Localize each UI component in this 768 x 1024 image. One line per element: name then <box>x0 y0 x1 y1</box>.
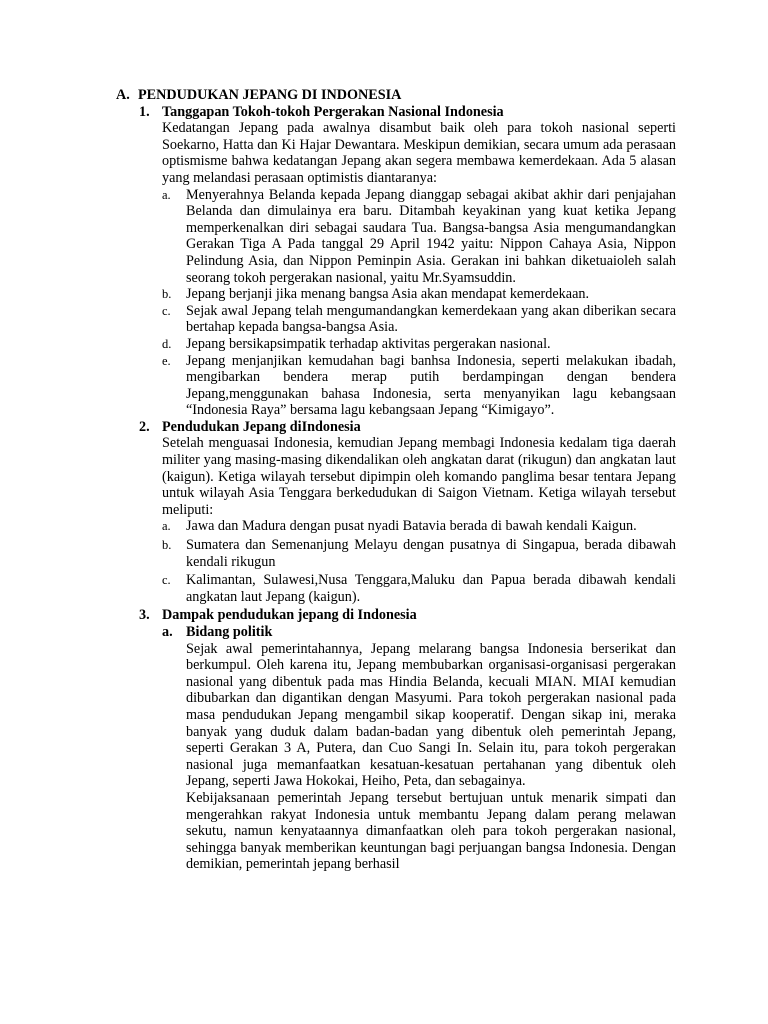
section-3 <box>116 607 676 873</box>
list-item <box>162 187 676 287</box>
paragraph: Kebijaksanaan pemerintah Jepang tersebut bertujuan untuk menarik simpati dan mengerahkan rakyat Indonesia untuk membantu Jepang dalam perang melawan sekutu, namun kenyataannya dimanfaatkan oleh para tokoh pergerakan nasional, sehingga banyak memberikan keuntungan bagi perjuangan bangsa Indonesia. Dengan demikian, pemerintah jepang berhasil <box>186 789 676 873</box>
list-text: Kalimantan, Sulawesi,Nusa Tenggara,Maluku dan Papua berada dibawah kendali angkatan laut Jepang (kaigun). <box>186 572 676 605</box>
list-letter: c. <box>162 573 171 588</box>
list-item <box>162 572 676 605</box>
chapter-label: A. <box>116 87 130 103</box>
subsection-title: Bidang politik <box>186 624 273 640</box>
list-item <box>162 336 676 353</box>
paragraph: Sejak awal pemerintahannya, Jepang melarang bangsa Indonesia berserikat dan berkumpul. Oleh karena itu, Jepang membubarkan organisasi-organisasi pergerakan nasional yang dibentuk pada mas Hindia Belanda, kecuali MIAN. MIAI kemudian dibubarkan dan digantikan dengan Masyumi. Para tokoh pergerakan nasional pada masa pendudukan Jepang mengambil sikap kooperatif. Dengan sikap ini, meraka banyak yang duduk dalam badan-badan yang dibentuk oleh pemerintah Jepang, seperti Gerakan 3 A, Putera, dan Cuo Sangi In. Selain itu, para tokoh pergerakan nasional juga memanfaatkan kesatuan-kesatuan pertahanan yang dibentuk oleh Jepang, seperti Jawa Hokokai, Heiho, Peta, dan sebagainya. <box>186 640 676 790</box>
list-item <box>162 303 676 336</box>
list-text: Menyerahnya Belanda kepada Jepang dianggap sebagai akibat akhir dari penjajahan Belanda dan dimulainya era baru. Ditambah keyakinan yang kuat ketika Jepang memperkenalkan diri sebagai saudara Tua. Bangsa-bangsa Asia mengumandangkan Gerakan Tiga A Pada tanggal 29 April 1942 yaitu: Nippon Cahaya Asia, Nippon Pelindung Asia, dan Nippon Peminpin Asia. Gerakan ini bahkan diketuaioleh salah seorang tokoh pergerakan nasional, yaitu Mr.Syamsuddin. <box>186 186 676 286</box>
chapter-heading <box>116 87 676 104</box>
list-item <box>162 353 676 419</box>
list-letter: d. <box>162 336 172 351</box>
list-letter: e. <box>162 353 171 368</box>
section-number: 2. <box>139 418 150 435</box>
section-title: Tanggapan Tokoh-tokoh Pergerakan Nasional Indonesia <box>162 103 504 120</box>
reasons-list <box>162 187 676 419</box>
list-text: Jepang berjanji jika menang bangsa Asia akan mendapat kemerdekaan. <box>186 286 590 303</box>
list-letter: a. <box>162 187 171 202</box>
list-text: Sejak awal Jepang telah mengumandangkan kemerdekaan yang akan diberikan secara bertahap kepada bangsa-bangsa Asia. <box>186 302 676 336</box>
section-2 <box>116 419 676 606</box>
section-1 <box>116 104 676 419</box>
list-text: Jepang bersikapsimpatik terhadap aktivitas pergerakan nasional. <box>186 335 551 352</box>
section-title: Dampak pendudukan jepang di Indonesia <box>162 607 417 624</box>
list-text: Jepang menjanjikan kemudahan bagi banhsa Indonesia, seperti melakukan ibadah, mengibarkan bendera merap putih berdampingan dengan bendera Jepang,menggunakan bahasa Indonesia, serta menyanyikan lagu kebangsaan “Indonesia Raya” bersama lagu kebangsaan Jepang “Kimigayo”. <box>186 352 676 419</box>
list-letter: b. <box>162 538 172 553</box>
regions-list <box>162 518 676 605</box>
section-title: Pendudukan Jepang diIndonesia <box>162 418 361 435</box>
section-number: 3. <box>139 607 150 624</box>
subsection-politics <box>162 624 676 873</box>
subsection-letter: a. <box>162 624 173 640</box>
list-letter: a. <box>162 519 171 534</box>
list-item <box>162 518 676 535</box>
list-letter: b. <box>162 287 172 302</box>
list-item <box>162 286 676 303</box>
section-intro: Kedatangan Jepang pada awalnya disambut baik oleh para tokoh nasional seperti Soekarno, Hatta dan Ki Hajar Dewantara. Meskipun demikian, secara umum ada perasaan optismisme bahwa kedatangan Jepang akan segera membawa kemerdekaan. Ada 5 alasan yang melandasi perasaan optimistis diantaranya: <box>162 120 676 186</box>
document-content <box>116 87 676 873</box>
section-number: 1. <box>139 103 150 120</box>
list-text: Jawa dan Madura dengan pusat nyadi Batavia berada di bawah kendali Kaigun. <box>186 518 637 535</box>
chapter-title: PENDUDUKAN JEPANG DI INDONESIA <box>138 87 402 103</box>
list-letter: c. <box>162 303 171 318</box>
list-item <box>162 537 676 570</box>
section-intro: Setelah menguasai Indonesia, kemudian Jepang membagi Indonesia kedalam tiga daerah militer yang masing-masing dikendalikan oleh angkatan darat (rikugun) dan angkatan laut (kaigun). Ketiga wilayah tersebut dipimpin oleh komando panglima besar tentara Jepang untuk wilayah Asia Tenggara berkedudukan di Saigon Vietnam. Ketiga wilayah tersebut meliputi: <box>162 435 676 518</box>
list-text: Sumatera dan Semenanjung Melayu dengan pusatnya di Singapua, berada dibawah kendali rikugun <box>186 537 676 570</box>
